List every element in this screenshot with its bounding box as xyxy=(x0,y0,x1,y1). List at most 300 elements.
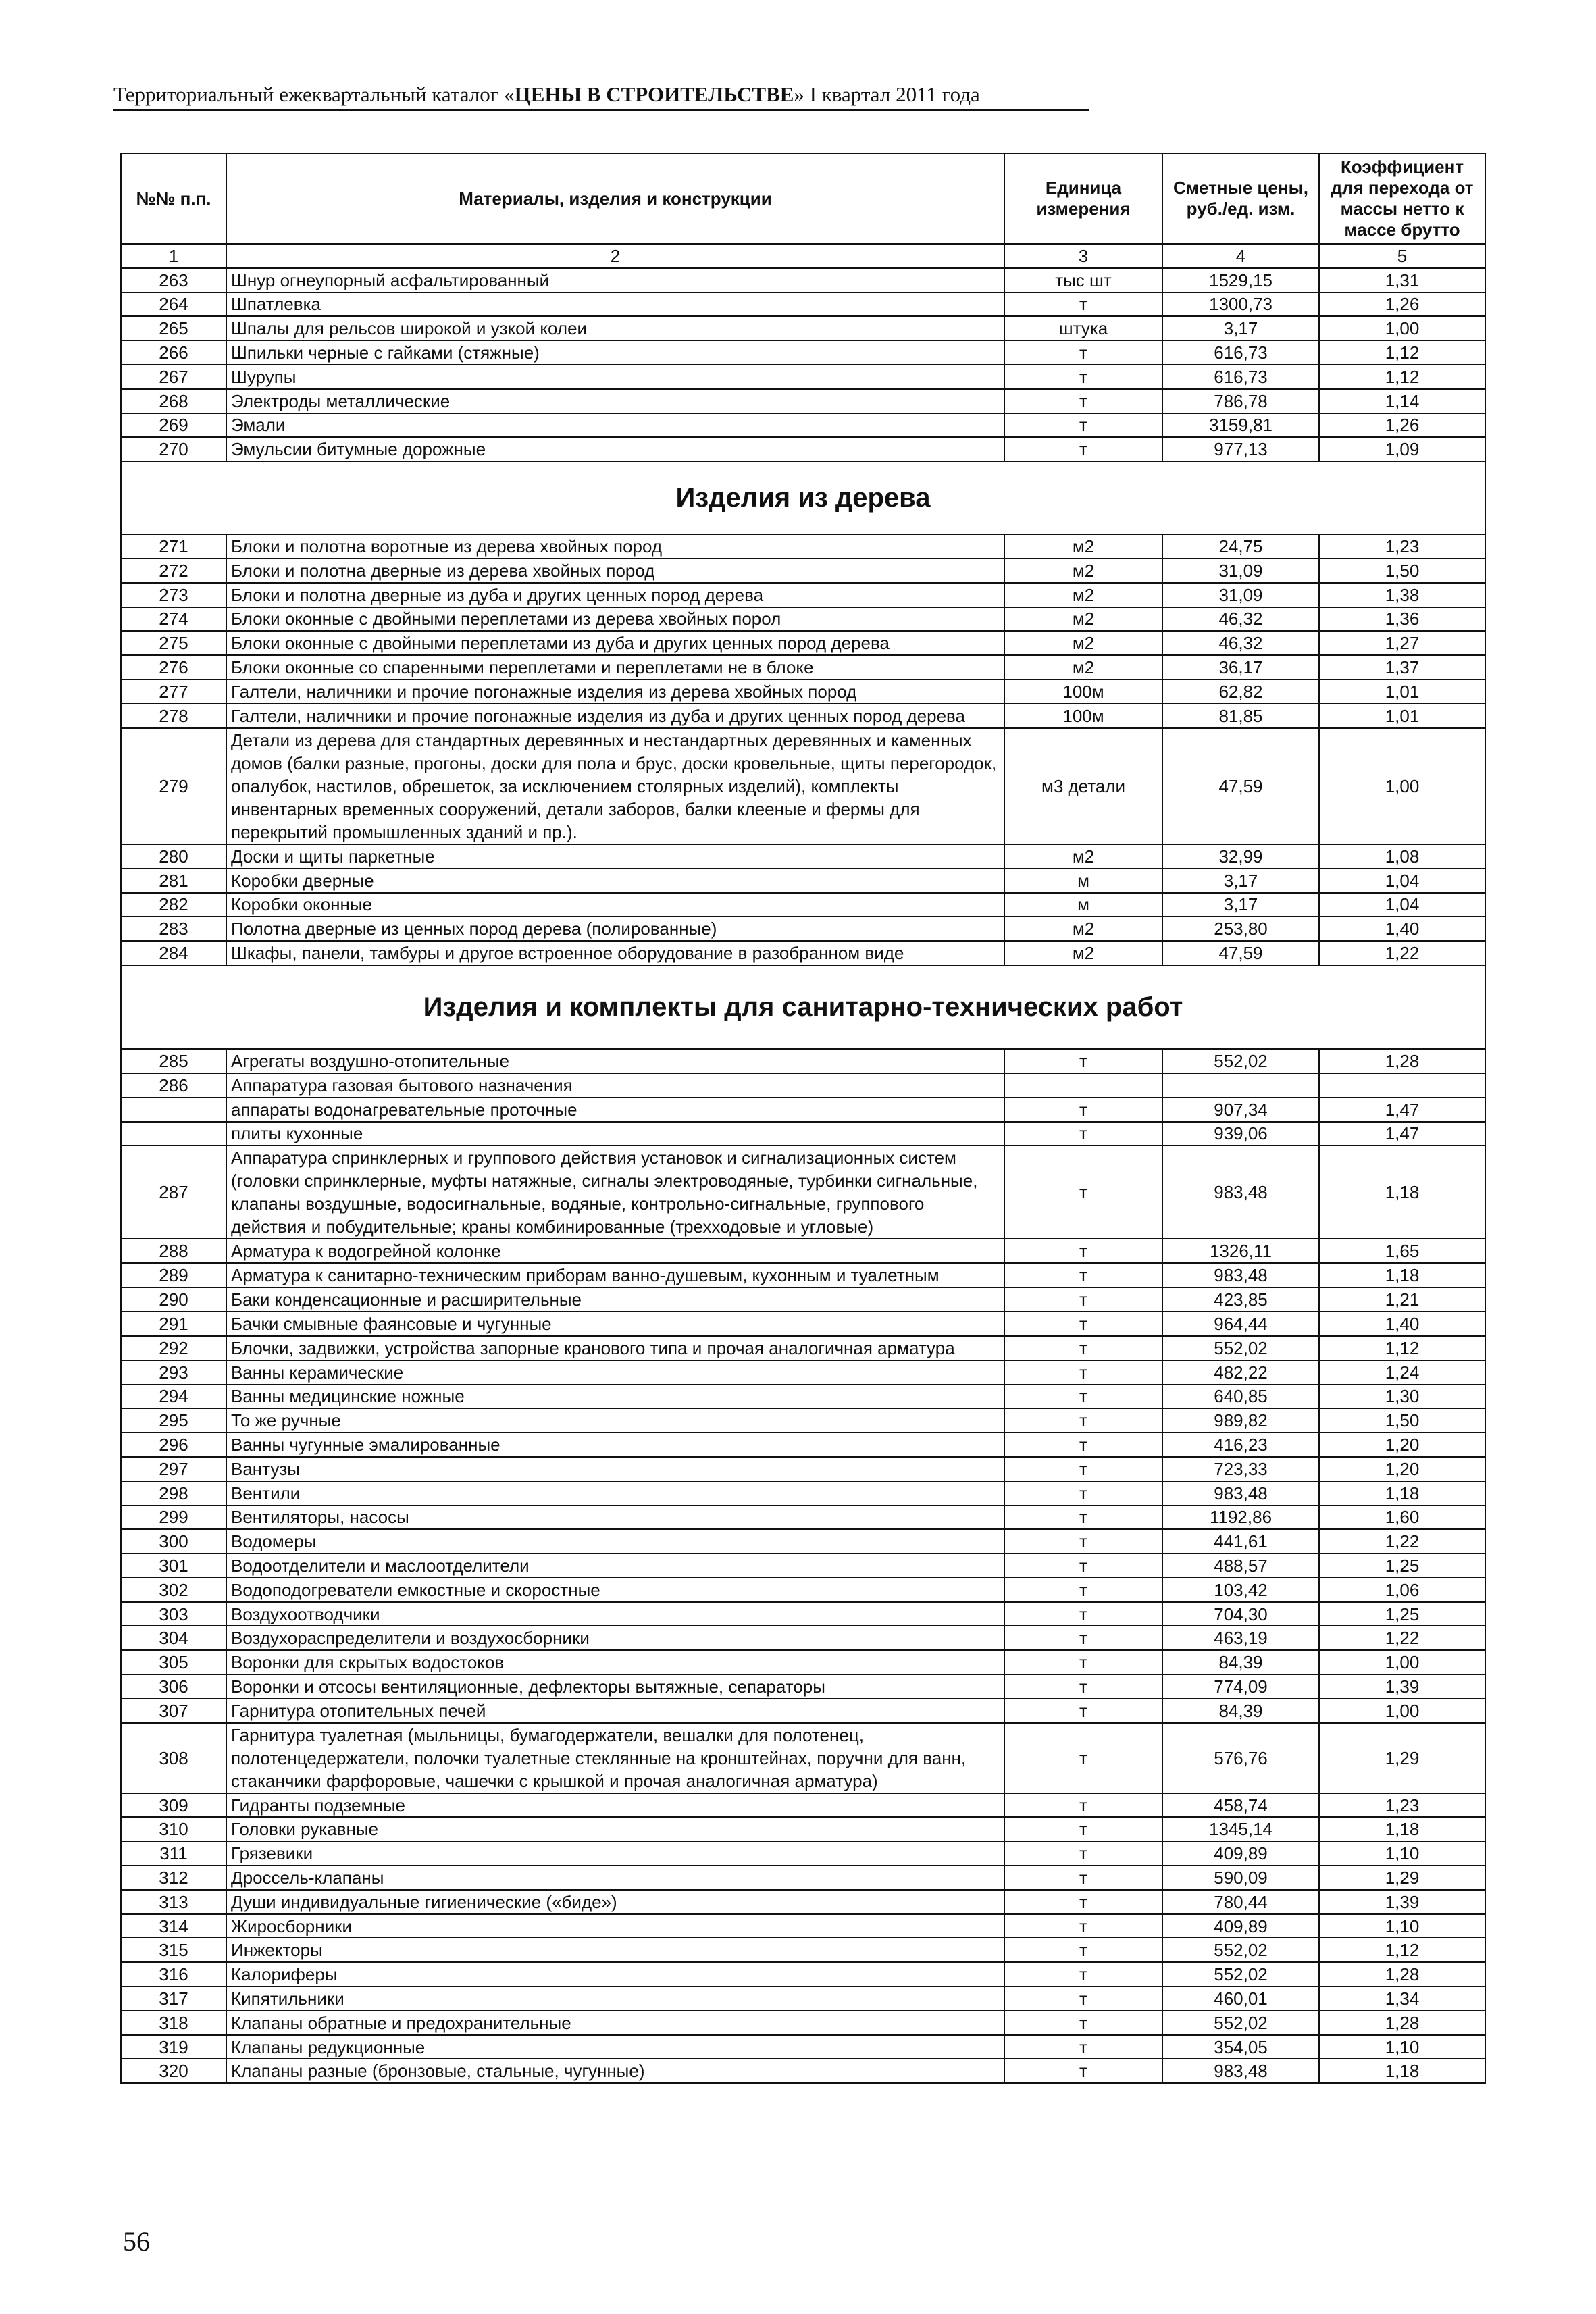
row-unit: т xyxy=(1004,1699,1162,1723)
row-number: 314 xyxy=(121,1914,226,1938)
row-coefficient: 1,25 xyxy=(1319,1602,1485,1626)
table-row xyxy=(121,655,1485,679)
row-price: 983,48 xyxy=(1162,1481,1319,1506)
table-row xyxy=(121,1146,1485,1239)
row-item-name: Вентиляторы, насосы xyxy=(226,1506,1004,1530)
row-item-name: Баки конденсационные и расширительные xyxy=(226,1287,1004,1312)
row-coefficient: 1,50 xyxy=(1319,1408,1485,1433)
row-unit: т xyxy=(1004,1146,1162,1239)
row-price: 723,33 xyxy=(1162,1457,1319,1481)
row-unit: т xyxy=(1004,1385,1162,1409)
row-item-name: Гарнитура туалетная (мыльницы, бумагодержатели, вешалки для полотенец, полотенцедержатели, полочки туалетные стеклянные на кронштейнах, поручни для ванн, стаканчики фарфоровые, чашечки с крышкой и прочая аналогичная арматура) xyxy=(226,1723,1004,1793)
row-unit: м2 xyxy=(1004,917,1162,941)
row-unit: т xyxy=(1004,1890,1162,1914)
row-price: 1300,73 xyxy=(1162,292,1319,317)
row-item-name: Шпалы для рельсов широкой и узкой колеи xyxy=(226,316,1004,340)
row-coefficient: 1,26 xyxy=(1319,292,1485,317)
row-price: 354,05 xyxy=(1162,2035,1319,2059)
row-unit: т xyxy=(1004,1602,1162,1626)
column-number: 3 xyxy=(1004,244,1162,268)
page-number: 56 xyxy=(123,2226,150,2257)
row-item-name: Гидранты подземные xyxy=(226,1793,1004,1818)
row-price: 441,61 xyxy=(1162,1529,1319,1553)
table-row xyxy=(121,1529,1485,1553)
row-coefficient: 1,23 xyxy=(1319,1793,1485,1818)
header-suffix: » I квартал 2011 года xyxy=(794,82,980,106)
row-number: 273 xyxy=(121,583,226,607)
row-number: 289 xyxy=(121,1263,226,1287)
row-unit: т xyxy=(1004,2035,1162,2059)
row-coefficient: 1,40 xyxy=(1319,917,1485,941)
row-item-name: Шурупы xyxy=(226,365,1004,389)
table-row xyxy=(121,631,1485,655)
row-item-name: Души индивидуальные гигиенические («биде») xyxy=(226,1890,1004,1914)
row-unit: т xyxy=(1004,1626,1162,1650)
row-unit: м2 xyxy=(1004,559,1162,583)
table-row xyxy=(121,559,1485,583)
row-item-name: Аппаратура газовая бытового назначения xyxy=(226,1073,1004,1098)
row-item-name: Грязевики xyxy=(226,1841,1004,1866)
row-unit: 100м xyxy=(1004,704,1162,728)
row-unit: м2 xyxy=(1004,534,1162,559)
row-coefficient: 1,12 xyxy=(1319,1336,1485,1360)
row-item-name: Шкафы, панели, тамбуры и другое встроенное оборудование в разобранном виде xyxy=(226,941,1004,965)
table-row xyxy=(121,844,1485,869)
row-unit: т xyxy=(1004,1336,1162,1360)
row-number: 307 xyxy=(121,1699,226,1723)
row-coefficient: 1,01 xyxy=(1319,679,1485,704)
row-coefficient: 1,23 xyxy=(1319,534,1485,559)
row-coefficient: 1,22 xyxy=(1319,941,1485,965)
table-row xyxy=(121,1457,1485,1481)
row-price: 983,48 xyxy=(1162,1146,1319,1239)
row-unit: т xyxy=(1004,1263,1162,1287)
row-coefficient: 1,22 xyxy=(1319,1529,1485,1553)
row-number: 269 xyxy=(121,413,226,438)
row-unit: м xyxy=(1004,869,1162,893)
row-price: 983,48 xyxy=(1162,1263,1319,1287)
row-coefficient: 1,10 xyxy=(1319,2035,1485,2059)
row-price: 983,48 xyxy=(1162,2059,1319,2083)
row-coefficient: 1,18 xyxy=(1319,1481,1485,1506)
row-number: 313 xyxy=(121,1890,226,1914)
table-row xyxy=(121,1817,1485,1841)
table-row xyxy=(121,1433,1485,1457)
row-item-name: Кипятильники xyxy=(226,1986,1004,2011)
row-price: 989,82 xyxy=(1162,1408,1319,1433)
row-coefficient: 1,20 xyxy=(1319,1433,1485,1457)
header-catalog-title: ЦЕНЫ В СТРОИТЕЛЬСТВЕ xyxy=(514,82,794,106)
row-item-name: Воронки и отсосы вентиляционные, дефлекторы вытяжные, сепараторы xyxy=(226,1674,1004,1699)
row-coefficient: 1,12 xyxy=(1319,340,1485,365)
table-row xyxy=(121,1914,1485,1938)
table-row xyxy=(121,1239,1485,1263)
table-row xyxy=(121,1793,1485,1818)
row-item-name: Клапаны обратные и предохранительные xyxy=(226,2011,1004,2035)
row-price: 576,76 xyxy=(1162,1723,1319,1793)
row-number: 281 xyxy=(121,869,226,893)
row-price: 1345,14 xyxy=(1162,1817,1319,1841)
row-unit: штука xyxy=(1004,316,1162,340)
section-heading-wood xyxy=(121,461,1485,534)
row-item-name: Электроды металлические xyxy=(226,389,1004,413)
row-coefficient: 1,28 xyxy=(1319,1962,1485,1986)
row-number: 298 xyxy=(121,1481,226,1506)
row-item-name: Арматура к водогрейной колонке xyxy=(226,1239,1004,1263)
table-row xyxy=(121,1674,1485,1699)
table-row xyxy=(121,1699,1485,1723)
row-coefficient: 1,10 xyxy=(1319,1914,1485,1938)
row-unit: т xyxy=(1004,1239,1162,1263)
row-coefficient: 1,37 xyxy=(1319,655,1485,679)
table-row xyxy=(121,1336,1485,1360)
table-row xyxy=(121,1049,1485,1073)
row-coefficient: 1,18 xyxy=(1319,1146,1485,1239)
row-item-name: Бачки смывные фаянсовые и чугунные xyxy=(226,1312,1004,1336)
row-unit: м2 xyxy=(1004,941,1162,965)
row-unit: т xyxy=(1004,1529,1162,1553)
row-unit: т xyxy=(1004,365,1162,389)
table-row xyxy=(121,1360,1485,1385)
row-number: 310 xyxy=(121,1817,226,1841)
row-number: 304 xyxy=(121,1626,226,1650)
row-number: 277 xyxy=(121,679,226,704)
row-item-name: Клапаны разные (бронзовые, стальные, чугунные) xyxy=(226,2059,1004,2083)
table-row xyxy=(121,534,1485,559)
table-row xyxy=(121,1602,1485,1626)
row-coefficient: 1,04 xyxy=(1319,869,1485,893)
table-row xyxy=(121,1385,1485,1409)
row-coefficient: 1,60 xyxy=(1319,1506,1485,1530)
row-item-name: Коробки оконные xyxy=(226,893,1004,917)
row-unit: т xyxy=(1004,1914,1162,1938)
row-price: 590,09 xyxy=(1162,1866,1319,1890)
row-price: 458,74 xyxy=(1162,1793,1319,1818)
column-number: 1 xyxy=(121,244,226,268)
row-unit: т xyxy=(1004,2059,1162,2083)
row-number: 320 xyxy=(121,2059,226,2083)
row-coefficient: 1,00 xyxy=(1319,1650,1485,1674)
table-body-wood xyxy=(121,534,1485,965)
row-number: 264 xyxy=(121,292,226,317)
row-unit: т xyxy=(1004,340,1162,365)
row-number: 295 xyxy=(121,1408,226,1433)
row-number: 306 xyxy=(121,1674,226,1699)
row-coefficient: 1,36 xyxy=(1319,607,1485,632)
row-coefficient: 1,65 xyxy=(1319,1239,1485,1263)
row-coefficient: 1,47 xyxy=(1319,1098,1485,1122)
row-number: 299 xyxy=(121,1506,226,1530)
table-row xyxy=(121,413,1485,438)
row-coefficient: 1,09 xyxy=(1319,437,1485,461)
table-row xyxy=(121,917,1485,941)
row-item-name: Головки рукавные xyxy=(226,1817,1004,1841)
price-table xyxy=(120,153,1486,2084)
row-price: 46,32 xyxy=(1162,607,1319,632)
row-unit: м2 xyxy=(1004,583,1162,607)
row-price: 81,85 xyxy=(1162,704,1319,728)
row-item-name: Воздухораспределители и воздухосборники xyxy=(226,1626,1004,1650)
table-row xyxy=(121,340,1485,365)
table-row xyxy=(121,704,1485,728)
row-number: 301 xyxy=(121,1553,226,1578)
row-coefficient: 1,22 xyxy=(1319,1626,1485,1650)
row-price: 463,19 xyxy=(1162,1626,1319,1650)
row-unit: т xyxy=(1004,1866,1162,1890)
column-number-row xyxy=(121,244,1485,268)
row-price: 774,09 xyxy=(1162,1674,1319,1699)
table-row xyxy=(121,1962,1485,1986)
row-number: 287 xyxy=(121,1146,226,1239)
row-item-name: Ванны чугунные эмалированные xyxy=(226,1433,1004,1457)
row-number: 263 xyxy=(121,268,226,292)
row-unit: т xyxy=(1004,1938,1162,1962)
row-unit: т xyxy=(1004,1098,1162,1122)
row-unit: т xyxy=(1004,1408,1162,1433)
row-price: 84,39 xyxy=(1162,1650,1319,1674)
row-coefficient: 1,27 xyxy=(1319,631,1485,655)
row-price: 616,73 xyxy=(1162,340,1319,365)
row-item-name: Агрегаты воздушно-отопительные xyxy=(226,1049,1004,1073)
row-coefficient: 1,04 xyxy=(1319,893,1485,917)
column-number: 2 xyxy=(226,244,1004,268)
row-price: 31,09 xyxy=(1162,583,1319,607)
table-row xyxy=(121,869,1485,893)
row-coefficient: 1,39 xyxy=(1319,1890,1485,1914)
row-unit: м xyxy=(1004,893,1162,917)
row-number: 284 xyxy=(121,941,226,965)
column-header-num: №№ п.п. xyxy=(121,153,226,244)
row-number: 282 xyxy=(121,893,226,917)
row-item-name: Ванны керамические xyxy=(226,1360,1004,1385)
row-unit: т xyxy=(1004,1841,1162,1866)
row-number: 294 xyxy=(121,1385,226,1409)
row-price: 47,59 xyxy=(1162,941,1319,965)
row-coefficient: 1,30 xyxy=(1319,1385,1485,1409)
row-price: 488,57 xyxy=(1162,1553,1319,1578)
row-unit: т xyxy=(1004,1122,1162,1146)
row-number: 316 xyxy=(121,1962,226,1986)
table-row xyxy=(121,1122,1485,1146)
row-price: 704,30 xyxy=(1162,1602,1319,1626)
row-price: 786,78 xyxy=(1162,389,1319,413)
row-number: 276 xyxy=(121,655,226,679)
row-item-name: Галтели, наличники и прочие погонажные изделия из дерева хвойных пород xyxy=(226,679,1004,704)
row-coefficient: 1,40 xyxy=(1319,1312,1485,1336)
row-coefficient: 1,18 xyxy=(1319,1817,1485,1841)
row-item-name: Детали из дерева для стандартных деревянных и нестандартных деревянных и каменных домов (балки разные, прогоны, доски для пола и брус, доски кровельные, щиты перегородок, опалубок, настилов, обрешеток, за исключением столярных изделий), комплекты инвентарных временных сооружений, детали заборов, балки клееные и фермы для перекрытий промышленных зданий и пр.). xyxy=(226,728,1004,844)
column-number: 5 xyxy=(1319,244,1485,268)
row-number xyxy=(121,1098,226,1122)
row-number: 267 xyxy=(121,365,226,389)
row-coefficient: 1,28 xyxy=(1319,2011,1485,2035)
row-price: 103,42 xyxy=(1162,1578,1319,1602)
row-item-name: Аппаратура спринклерных и группового действия установок и сигнализационных систем (головки спринклерные, муфты натяжные, сигналы электроводяные, турбинки сигнальные, клапаны воздушные, водосигнальные, водяные, контрольно-сигнальные, группового действия и побудительные; краны комбинированные (трехходовые и угловые) xyxy=(226,1146,1004,1239)
row-number: 311 xyxy=(121,1841,226,1866)
row-unit: т xyxy=(1004,1674,1162,1699)
row-number: 309 xyxy=(121,1793,226,1818)
row-number: 296 xyxy=(121,1433,226,1457)
row-coefficient: 1,28 xyxy=(1319,1049,1485,1073)
row-item-name: Воронки для скрытых водостоков xyxy=(226,1650,1004,1674)
table-row xyxy=(121,292,1485,317)
row-price: 1192,86 xyxy=(1162,1506,1319,1530)
row-unit: т xyxy=(1004,1049,1162,1073)
row-unit: т xyxy=(1004,1962,1162,1986)
row-number: 302 xyxy=(121,1578,226,1602)
row-coefficient: 1,25 xyxy=(1319,1553,1485,1578)
row-item-name: Ванны медицинские ножные xyxy=(226,1385,1004,1409)
row-price: 3159,81 xyxy=(1162,413,1319,438)
row-price: 552,02 xyxy=(1162,1962,1319,1986)
row-item-name: Шпильки черные с гайками (стяжные) xyxy=(226,340,1004,365)
table-row xyxy=(121,1073,1485,1098)
row-coefficient: 1,39 xyxy=(1319,1674,1485,1699)
page-header xyxy=(113,82,1093,107)
column-header-name: Материалы, изделия и конструкции xyxy=(226,153,1004,244)
row-number: 305 xyxy=(121,1650,226,1674)
row-item-name: Блоки и полотна воротные из дерева хвойных пород xyxy=(226,534,1004,559)
row-coefficient: 1,06 xyxy=(1319,1578,1485,1602)
row-price: 416,23 xyxy=(1162,1433,1319,1457)
row-price: 253,80 xyxy=(1162,917,1319,941)
section-heading-sanitary xyxy=(121,965,1485,1049)
row-price: 1326,11 xyxy=(1162,1239,1319,1263)
row-item-name: Блоки оконные с двойными переплетами из дуба и других ценных пород дерева xyxy=(226,631,1004,655)
table-row xyxy=(121,1890,1485,1914)
row-item-name: Вентили xyxy=(226,1481,1004,1506)
row-number: 266 xyxy=(121,340,226,365)
row-item-name: Блоки оконные с двойными переплетами из дерева хвойных порол xyxy=(226,607,1004,632)
row-coefficient: 1,20 xyxy=(1319,1457,1485,1481)
table-row xyxy=(121,1841,1485,1866)
row-number: 286 xyxy=(121,1073,226,1098)
row-number: 270 xyxy=(121,437,226,461)
row-number: 312 xyxy=(121,1866,226,1890)
row-item-name: Шнур огнеупорный асфальтированный xyxy=(226,268,1004,292)
row-price xyxy=(1162,1073,1319,1098)
table-row xyxy=(121,1506,1485,1530)
table-body-sanitary xyxy=(121,1049,1485,2083)
row-unit: т xyxy=(1004,1457,1162,1481)
row-coefficient: 1,00 xyxy=(1319,1699,1485,1723)
row-number: 303 xyxy=(121,1602,226,1626)
row-number: 285 xyxy=(121,1049,226,1073)
table-row xyxy=(121,1626,1485,1650)
row-item-name: Коробки дверные xyxy=(226,869,1004,893)
row-price: 409,89 xyxy=(1162,1914,1319,1938)
table-row xyxy=(121,1263,1485,1287)
row-number: 319 xyxy=(121,2035,226,2059)
row-number: 280 xyxy=(121,844,226,869)
row-item-name: То же ручные xyxy=(226,1408,1004,1433)
row-price: 977,13 xyxy=(1162,437,1319,461)
table-row xyxy=(121,607,1485,632)
row-unit: т xyxy=(1004,1553,1162,1578)
table-row xyxy=(121,437,1485,461)
row-item-name: Блоки и полотна дверные из дуба и других ценных пород дерева xyxy=(226,583,1004,607)
row-number: 291 xyxy=(121,1312,226,1336)
row-number: 271 xyxy=(121,534,226,559)
row-coefficient: 1,50 xyxy=(1319,559,1485,583)
row-coefficient: 1,12 xyxy=(1319,365,1485,389)
row-coefficient: 1,31 xyxy=(1319,268,1485,292)
row-price: 552,02 xyxy=(1162,1049,1319,1073)
section-title: Изделия и комплекты для санитарно-технических работ xyxy=(121,965,1485,1049)
table-row xyxy=(121,268,1485,292)
row-unit: т xyxy=(1004,1433,1162,1457)
row-price: 84,39 xyxy=(1162,1699,1319,1723)
row-unit: т xyxy=(1004,1650,1162,1674)
row-coefficient: 1,29 xyxy=(1319,1866,1485,1890)
row-unit: т xyxy=(1004,1287,1162,1312)
row-price: 62,82 xyxy=(1162,679,1319,704)
row-item-name: Арматура к санитарно-техническим приборам ванно-душевым, кухонным и туалетным xyxy=(226,1263,1004,1287)
row-unit: тыс шт xyxy=(1004,268,1162,292)
row-item-name: Жиросборники xyxy=(226,1914,1004,1938)
row-unit: т xyxy=(1004,292,1162,317)
table-row xyxy=(121,1312,1485,1336)
row-number: 297 xyxy=(121,1457,226,1481)
row-unit: т xyxy=(1004,1360,1162,1385)
row-number: 318 xyxy=(121,2011,226,2035)
row-price: 964,44 xyxy=(1162,1312,1319,1336)
row-number: 265 xyxy=(121,316,226,340)
row-coefficient: 1,00 xyxy=(1319,316,1485,340)
row-coefficient: 1,29 xyxy=(1319,1723,1485,1793)
row-price: 31,09 xyxy=(1162,559,1319,583)
section-sanitary-wrapper xyxy=(121,965,1485,1049)
row-coefficient: 1,18 xyxy=(1319,1263,1485,1287)
row-price: 47,59 xyxy=(1162,728,1319,844)
row-price: 907,34 xyxy=(1162,1098,1319,1122)
row-coefficient: 1,01 xyxy=(1319,704,1485,728)
row-number: 315 xyxy=(121,1938,226,1962)
row-price: 409,89 xyxy=(1162,1841,1319,1866)
row-unit: т xyxy=(1004,1312,1162,1336)
row-number: 290 xyxy=(121,1287,226,1312)
row-number: 308 xyxy=(121,1723,226,1793)
row-unit: т xyxy=(1004,1723,1162,1793)
row-coefficient xyxy=(1319,1073,1485,1098)
row-unit: м2 xyxy=(1004,844,1162,869)
header-prefix: Территориальный ежеквартальный каталог « xyxy=(113,82,515,106)
row-unit: т xyxy=(1004,1986,1162,2011)
header-underline xyxy=(113,109,1089,111)
table-row xyxy=(121,1986,1485,2011)
row-coefficient: 1,21 xyxy=(1319,1287,1485,1312)
row-item-name: Инжекторы xyxy=(226,1938,1004,1962)
row-unit: т xyxy=(1004,1793,1162,1818)
row-price: 46,32 xyxy=(1162,631,1319,655)
row-unit: т xyxy=(1004,413,1162,438)
row-unit: т xyxy=(1004,2011,1162,2035)
row-unit: м2 xyxy=(1004,655,1162,679)
table-row xyxy=(121,1723,1485,1793)
row-coefficient: 1,12 xyxy=(1319,1938,1485,1962)
row-item-name: Шпатлевка xyxy=(226,292,1004,317)
row-coefficient: 1,38 xyxy=(1319,583,1485,607)
table-row xyxy=(121,2059,1485,2083)
row-number: 278 xyxy=(121,704,226,728)
row-unit: м2 xyxy=(1004,607,1162,632)
table-row xyxy=(121,583,1485,607)
row-item-name: Водомеры xyxy=(226,1529,1004,1553)
row-number: 272 xyxy=(121,559,226,583)
table-row xyxy=(121,1408,1485,1433)
row-price: 3,17 xyxy=(1162,869,1319,893)
row-unit: м2 xyxy=(1004,631,1162,655)
